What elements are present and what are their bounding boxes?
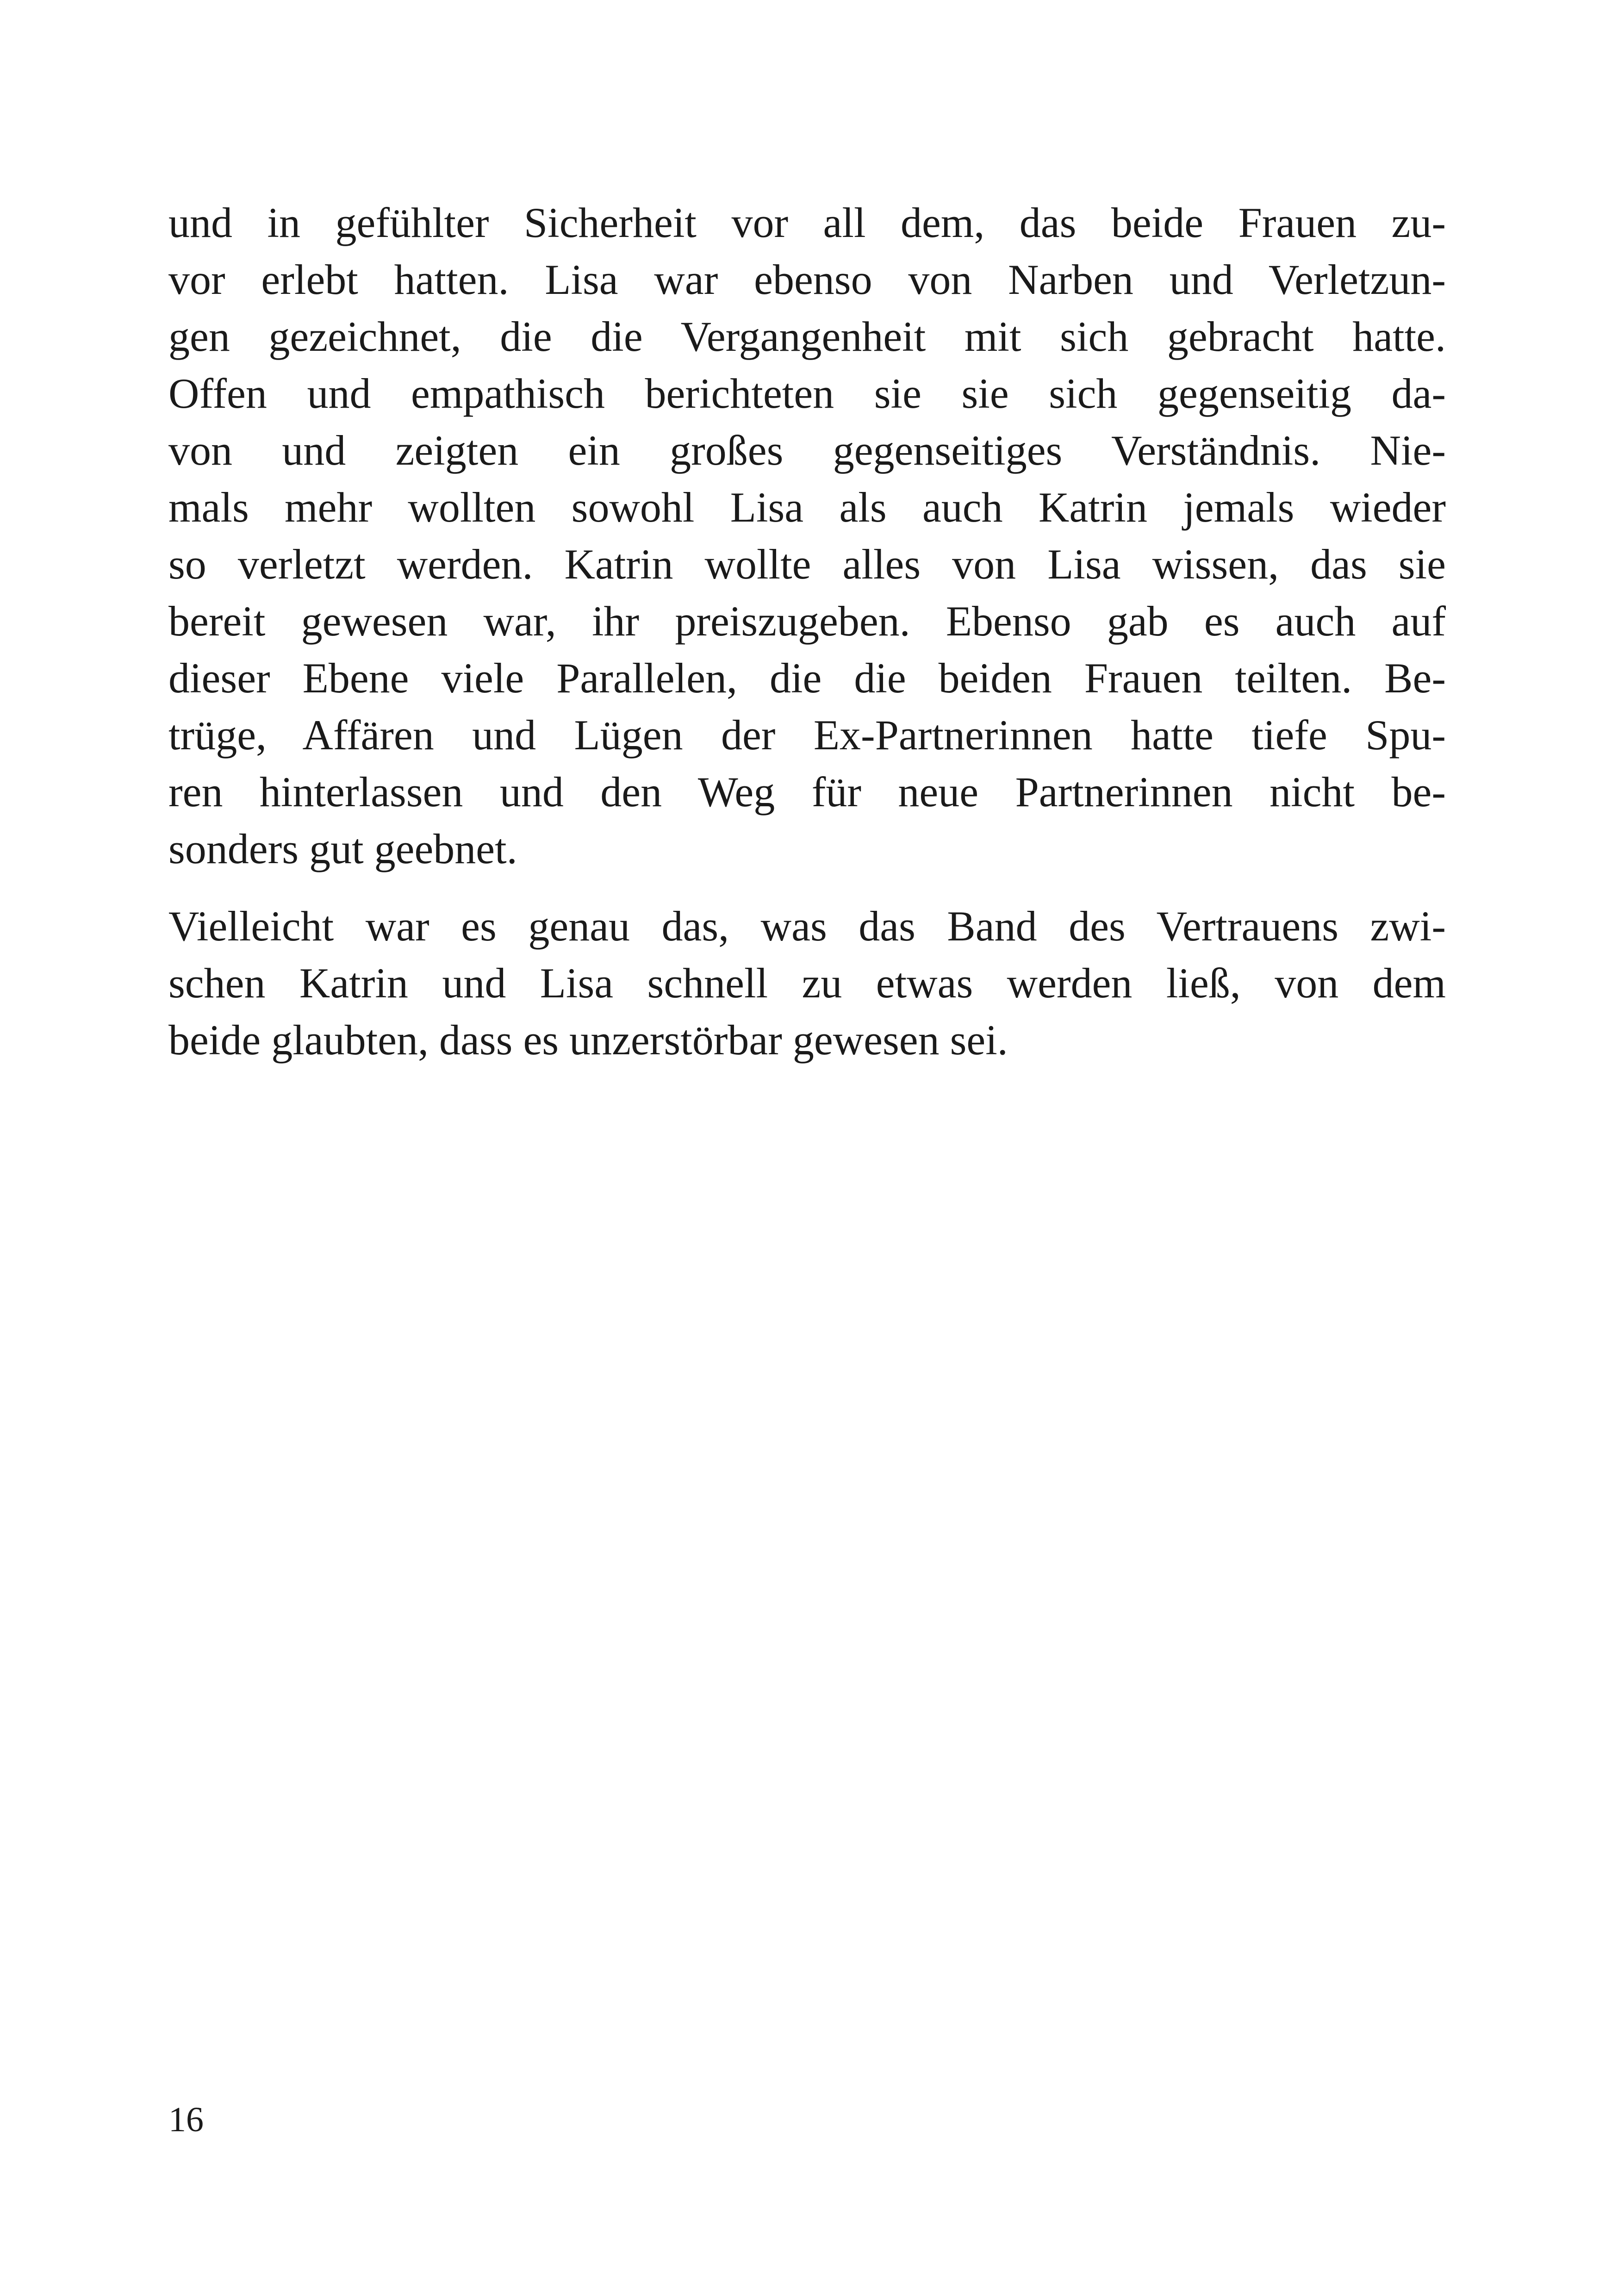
text-line: so verletzt werden. Katrin wollte alles von Lisa wissen, das sie (168, 541, 1446, 588)
text-line: ren hinterlassen und den Weg für neue Partnerinnen nicht be- (168, 768, 1446, 815)
text-line: schen Katrin und Lisa schnell zu etwas werden ließ, von dem (168, 959, 1446, 1007)
text-line: gen gezeichnet, die die Vergangenheit mit sich gebracht hatte. (168, 313, 1446, 360)
paragraph-spacing (168, 877, 1446, 898)
text-line: Offen und empathisch berichteten sie sie sich gegenseitig da- (168, 370, 1446, 417)
text-line: bereit gewesen war, ihr preiszugeben. Ebenso gab es auch auf (168, 597, 1446, 645)
text-line: mals mehr wollten sowohl Lisa als auch Katrin jemals wieder (168, 484, 1446, 531)
text-line: beide glaubten, dass es unzerstörbar gewesen sei. (168, 1016, 1008, 1064)
text-line: Vielleicht war es genau das, was das Band des Vertrauens zwi- (168, 902, 1446, 950)
paragraph-1 (168, 194, 1446, 877)
body-text (168, 194, 1446, 1069)
text-line: vor erlebt hatten. Lisa war ebenso von Narben und Verletzun- (168, 256, 1446, 303)
paragraph-2 (168, 898, 1446, 1069)
text-line: und in gefühlter Sicherheit vor all dem, das beide Frauen zu- (168, 199, 1446, 246)
text-line: von und zeigten ein großes gegenseitiges Verständnis. Nie- (168, 427, 1446, 474)
text-line: trüge, Affären und Lügen der Ex-Partnerinnen hatte tiefe Spu- (168, 711, 1446, 759)
text-line: dieser Ebene viele Parallelen, die die beiden Frauen teilten. Be- (168, 654, 1446, 702)
text-line: sonders gut geebnet. (168, 825, 517, 872)
page-number: 16 (168, 2100, 204, 2139)
